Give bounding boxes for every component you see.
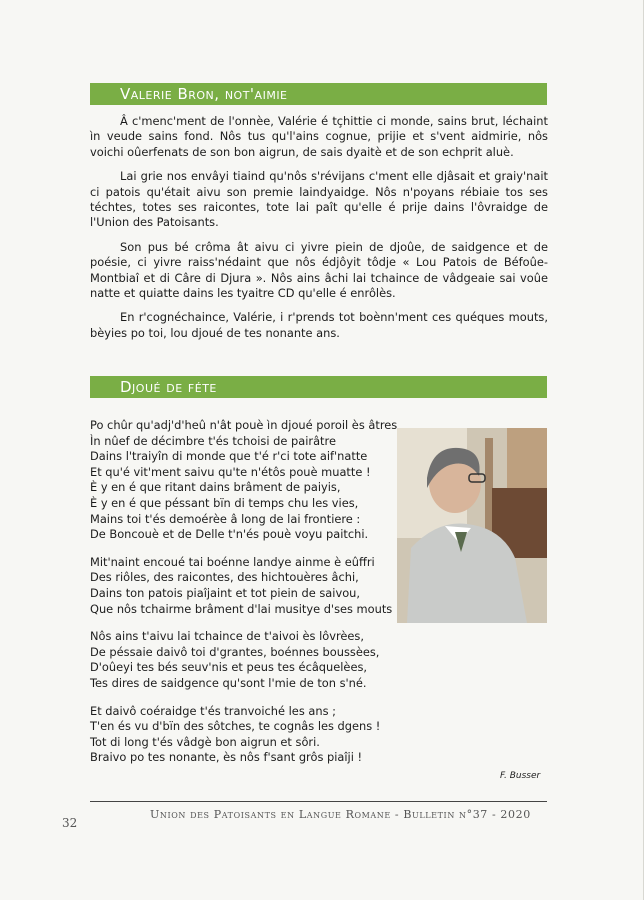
poem-line: Que nôs tchairme brâment d'lai musitye d'ses mouts (90, 601, 393, 616)
poem-line: Tot di long t'és vâdgè bon aigrun et sôri. (90, 734, 320, 749)
section-heading-valerie-bron: Valerie Bron, not'aimie (90, 83, 547, 105)
poem-line: Nôs ains t'aivu lai tchaince de t'aivoi ès lôvrèes, (90, 629, 364, 644)
poem-line: De péssaie daivô toi d'grantes, boénnes boussèes, (90, 644, 380, 659)
paragraph: Son pus bé crôma ât aivu ci yivre piein de djoûe, de saidgence et de poésie, ci yivre raiss'nédaint que nôs édjôyit tôdje « Lou Patois de Béfoûe-Montbiaî et di Câre di Djura ». Nôs ains âchi lai tchaince de vâdgeaie sai voûe natte et quiatte dains les tyaitre CD qu'elle é enrôlès. (90, 239, 548, 301)
paragraph: En r'cognéchaince, Valérie, i r'prends tot boènn'ment ces quéques mouts, bèyies po toi, lou djoué de tes nonante ans. (90, 310, 548, 340)
poem-line: Mit'naint encoué tai boénne landye ainme è eûffri (90, 554, 375, 569)
poem-line: Dains l'traiyîn di monde que t'é r'ci tote aif'natte (90, 449, 368, 464)
poem-stanza (90, 704, 394, 766)
poem-line: È y en é que péssant bïn di temps chu les vies, (90, 495, 359, 510)
poem-stanza (90, 555, 394, 617)
poem-line: Braivo po tes nonante, ès nôs f'sant grôs piaîji ! (90, 750, 363, 765)
paragraph: Lai grie nos envâyi tiaind qu'nôs s'révijans c'ment elle djâsait et graiy'nait ci patois qu'était aivu son premie laindyaidge. Nôs n'poyans rébiaie tos ses téchtes, totes ses raicontes, tote lai paît qu'elle é prije dains l'ôvraidge de l'Union des Patoisants. (90, 169, 548, 230)
poem-stanza (90, 418, 398, 543)
poem-line: Mains toi t'és demoérèe â long de lai frontiere : (90, 511, 361, 526)
footer-rule (90, 801, 547, 802)
paragraph: Â c'menc'ment de l'onnèe, Valérie é tçhittie ci monde, sains brut, léchaint ìn veude sains fond. Nôs tus qu'l'ains cognue, prijie et s'vent aidmirie, nôs voichi oûerfenats de son bon aigrun, de sais dyaitè et de son echprit aluè. (90, 114, 548, 159)
poem-line: Et daivô coéraidge t'és tranvoiché les ans ; (90, 703, 336, 718)
poem (90, 418, 398, 778)
poem-line: Des riôles, des raicontes, des hichtouères âchi, (90, 570, 359, 585)
portrait-illustration (397, 428, 547, 623)
poem-line: Po chûr qu'adj'd'heû n'ât pouè ìn djoué poroil ès âtres (90, 418, 398, 432)
author-signature: F. Busser (500, 771, 541, 781)
poem-line: Ìn nûef de décimbre t'és tchoisi de pairâtre (90, 433, 336, 448)
footer-publication: Union des Patoisants en Langue Romane - Bulletin n°37 - 2020 (150, 808, 531, 821)
article-body (90, 114, 548, 350)
poem-line: Tes dires de saidgence qu'sont l'mie de ton s'né. (90, 675, 367, 690)
poem-line: T'en és vu d'bïn des sôtches, te cognâs les dgens ! (90, 719, 381, 734)
page-number: 32 (62, 816, 78, 830)
poem-line: È y en é que ritant dains brâment de paiyis, (90, 480, 341, 495)
poem-line: De Boncouè et de Delle t'n'és pouè voyu paitchi. (90, 527, 369, 542)
poem-line: D'oûeyi tes bés seuv'nis et peus tes écâquelèes, (90, 660, 368, 675)
poem-line: Et qu'é vit'ment saivu qu'te n'étôs pouè muatte ! (90, 464, 371, 479)
poem-line: Dains ton patois piaîjaint et tot piein de saivou, (90, 585, 360, 600)
section-heading-djoue-de-fete: Djoué de féte (90, 376, 547, 398)
portrait-photo (397, 428, 547, 623)
poem-stanza (90, 629, 394, 691)
